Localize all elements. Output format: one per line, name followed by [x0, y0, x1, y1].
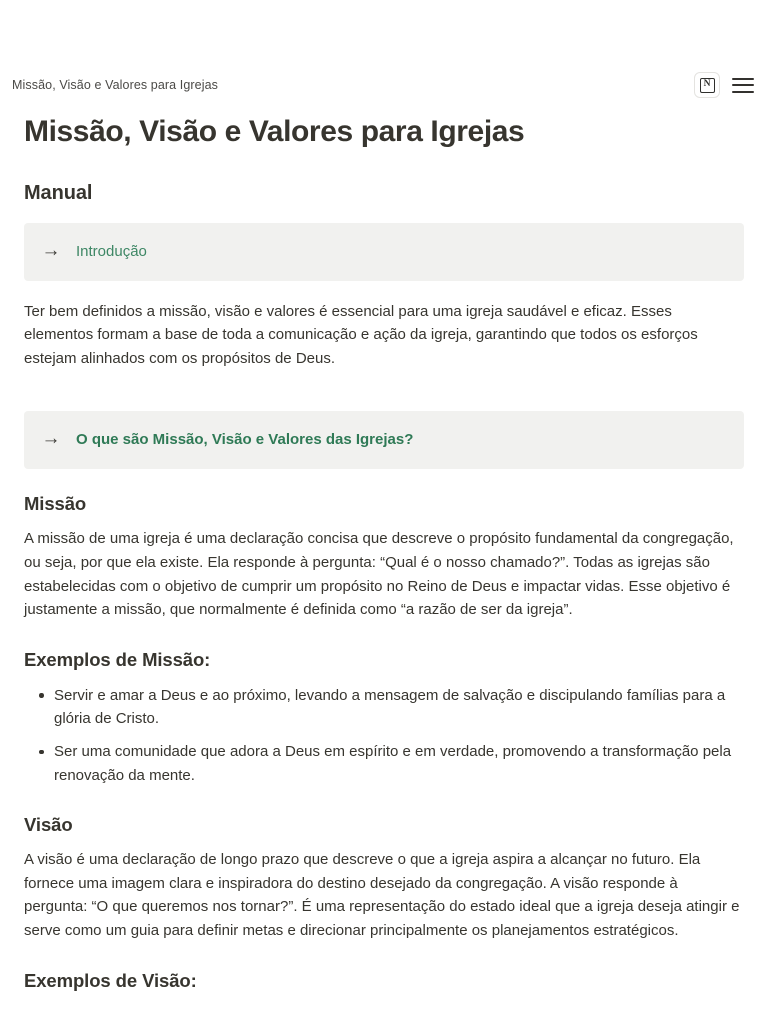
callout-link-label[interactable]: O que são Missão, Visão e Valores das Igrejas? [76, 431, 414, 449]
notion-logo-icon: N [700, 78, 715, 93]
menu-line-1 [732, 78, 754, 80]
arrow-right-icon: → [41, 428, 61, 450]
list-item: Ser uma comunidade que adora a Deus em espírito e em verdade, promovendo a transformação pela renovação da mente. [54, 740, 744, 787]
heading-exemplos-visao: Exemplos de Visão: [24, 969, 197, 991]
hamburger-menu-icon[interactable] [732, 75, 754, 95]
list-item: Servir e amar a Deus e ao próximo, levando a mensagem de salvação e discipulando famílias para a glória de Cristo. [54, 684, 744, 731]
list-exemplos-missao [24, 684, 744, 787]
heading-exemplos-missao: Exemplos de Missão: [24, 648, 211, 670]
heading-missao: Missão [24, 493, 87, 515]
breadcrumb[interactable]: Missão, Visão e Valores para Igrejas [12, 77, 219, 92]
arrow-right-icon: → [41, 239, 61, 261]
top-bar [0, 68, 768, 102]
paragraph-visao: A visão é uma declaração de longo prazo que descreve o que a igreja aspira a alcançar no futuro. Ela fornece uma imagem clara e inspiradora do destino desejado da congregação. A visão responde à pergunta: “O que queremos nos tornar?”. É uma representação do estado ideal que a igreja deseja atingir e serve como um guia para definir metas e direcionar principalmente os planejamentos estratégicos. [24, 851, 740, 940]
topbar-actions [694, 72, 754, 98]
menu-line-2 [732, 84, 754, 86]
notion-logo-button[interactable] [694, 72, 720, 98]
document-content [0, 114, 768, 993]
callout-link-label[interactable]: Introdução [76, 242, 147, 260]
page-title: Missão, Visão e Valores para Igrejas [24, 115, 525, 148]
paragraph-missao: A missão de uma igreja é uma declaração concisa que descreve o propósito fundamental da congregação, ou seja, por que ela existe. Ela responde à pergunta: “Qual é o nosso chamado?”. Todas as igrejas são estabelecidas com o objetivo de cumprir um propósito no Reino de Deus e impactar vidas. Esse objetivo é justamente a missão, que normalmente é definida como “a razão de ser da igreja”. [24, 530, 734, 619]
callout-o-que-sao[interactable] [24, 411, 744, 469]
intro-paragraph: Ter bem definidos a missão, visão e valores é essencial para uma igreja saudável e eficaz. Esses elementos formam a base de toda a comunicação e ação da igreja, garantindo que todos os esforços estejam alinhados com os propósitos de Deus. [24, 302, 698, 367]
callout-introducao[interactable] [24, 223, 744, 281]
section-heading-manual: Manual [24, 181, 93, 204]
heading-visao: Visão [24, 814, 73, 836]
menu-line-3 [732, 91, 754, 93]
